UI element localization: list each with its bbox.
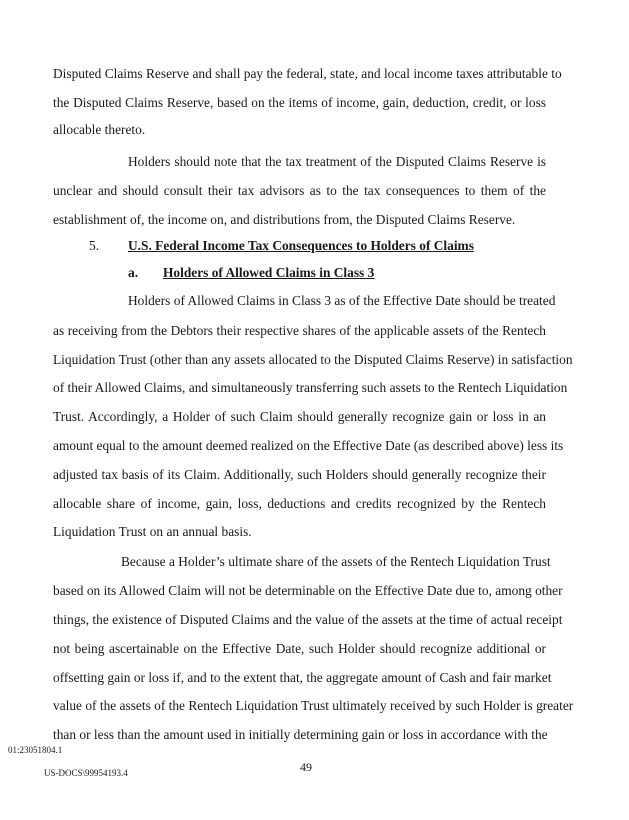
paragraph-4-line-1: Because a Holder’s ultimate share of the assets of the Rentech Liquidation Trust <box>121 554 551 569</box>
paragraph-4-line-4: not being ascertainable on the Effective Date, such Holder should recognize additional or <box>53 641 546 656</box>
footer-document-id-1: 01:23051804.1 <box>8 745 63 755</box>
paragraph-3-line-6: amount equal to the amount deemed realized on the Effective Date (as described above) less its <box>53 438 564 453</box>
paragraph-3-line-8: allocable share of income, gain, loss, deductions and credits recognized by the Rentech <box>53 496 546 511</box>
paragraph-1-line-2: the Disputed Claims Reserve, based on the items of income, gain, deduction, credit, or loss <box>53 95 546 110</box>
paragraph-3-line-1: Holders of Allowed Claims in Class 3 as of the Effective Date should be treated <box>128 293 556 308</box>
paragraph-2-line-3: establishment of, the income on, and distributions from, the Disputed Claims Reserve. <box>53 212 516 227</box>
section-title-text: U.S. Federal Income Tax Consequences to Holders of Claims <box>128 238 474 253</box>
paragraph-3-line-5: Trust. Accordingly, a Holder of such Claim should generally recognize gain or loss in an <box>53 409 546 424</box>
paragraph-3-line-4: of their Allowed Claims, and simultaneously transferring such assets to the Rentech Liquidation <box>53 380 568 395</box>
section-number: 5. <box>89 238 100 253</box>
paragraph-4-line-3: things, the existence of Disputed Claims and the value of the assets at the time of actual receipt <box>53 612 563 627</box>
paragraph-4-line-2: based on its Allowed Claim will not be determinable on the Effective Date due to, among other <box>53 583 563 598</box>
paragraph-4-line-7: than or less than the amount used in initially determining gain or loss in accordance with the <box>53 727 548 742</box>
paragraph-1-line-1: Disputed Claims Reserve and shall pay the federal, state, and local income taxes attributable to <box>53 66 562 81</box>
paragraph-1-line-3: allocable thereto. <box>53 122 146 137</box>
paragraph-3-line-2: as receiving from the Debtors their respective shares of the applicable assets of the Rentech <box>53 323 546 338</box>
paragraph-3-line-9: Liquidation Trust on an annual basis. <box>53 524 252 539</box>
paragraph-4-line-6: value of the assets of the Rentech Liquidation Trust ultimately received by such Holder is greater <box>53 698 574 713</box>
subsection-title <box>163 265 374 281</box>
subsection-letter: a. <box>128 265 139 280</box>
footer-document-id-2: US-DOCS\99954193.4 <box>44 768 128 778</box>
section-title <box>128 238 474 254</box>
paragraph-4-line-5: offsetting gain or loss if, and to the extent that, the aggregate amount of Cash and fair market <box>53 670 552 685</box>
paragraph-2-line-2: unclear and should consult their tax advisors as to the tax consequences to them of the <box>53 183 546 198</box>
paragraph-3-line-7: adjusted tax basis of its Claim. Additionally, such Holders should generally recognize their <box>53 467 546 482</box>
page-number: 49 <box>300 760 312 774</box>
paragraph-3-line-3: Liquidation Trust (other than any assets allocated to the Disputed Claims Reserve) in satisfaction <box>53 352 573 367</box>
paragraph-2-line-1: Holders should note that the tax treatment of the Disputed Claims Reserve is <box>128 154 546 169</box>
subsection-title-text: Holders of Allowed Claims in Class 3 <box>163 265 375 280</box>
